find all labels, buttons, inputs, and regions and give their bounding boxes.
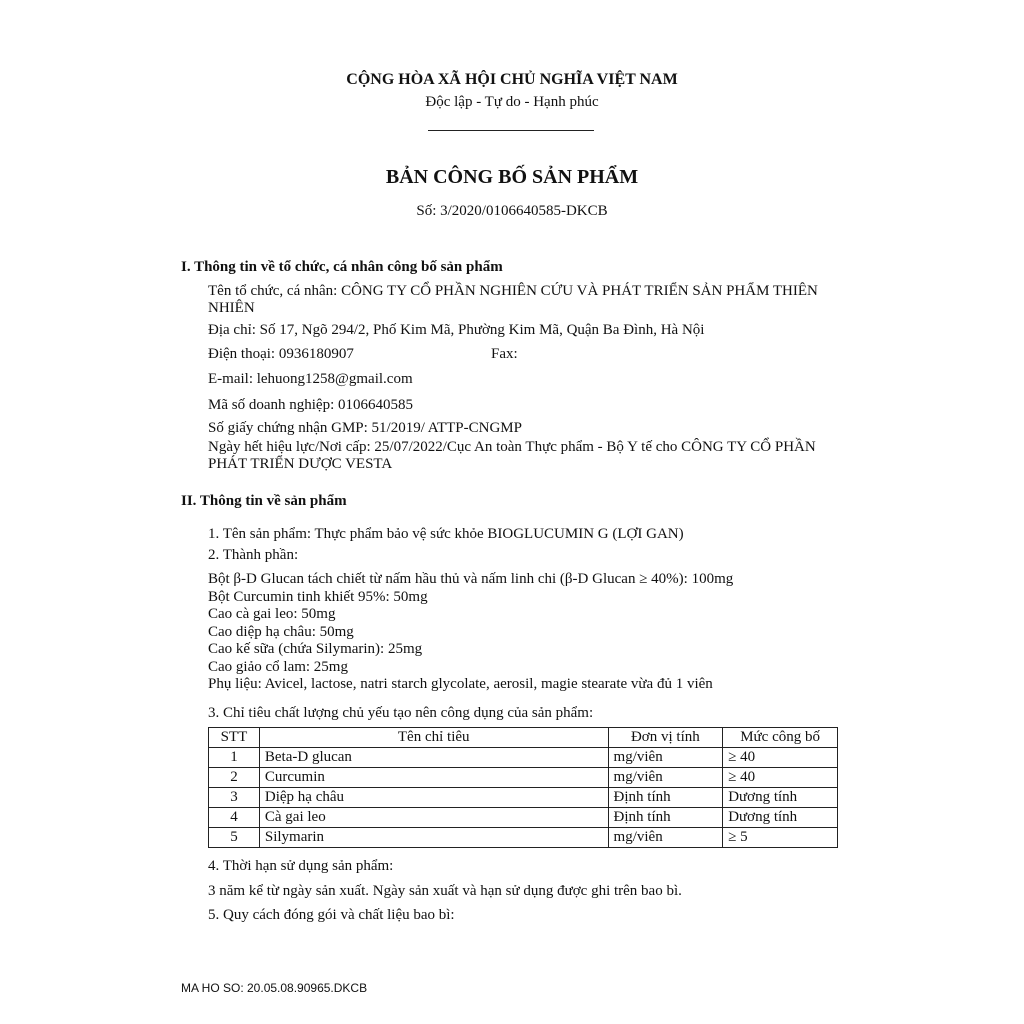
col-header-stt: STT	[209, 728, 260, 748]
ingredient-item: Cao cà gai leo: 50mg	[208, 606, 336, 622]
table-row	[209, 748, 838, 768]
file-code: MA HO SO: 20.05.08.90965.DKCB	[181, 981, 368, 995]
fax: Fax:	[491, 346, 518, 362]
document-title: BẢN CÔNG BỐ SẢN PHẨM	[385, 166, 639, 188]
cell-name: Cà gai leo	[259, 808, 608, 828]
ingredients-list	[208, 571, 733, 694]
ingredient-item: Cao kế sữa (chứa Silymarin): 25mg	[208, 641, 423, 657]
quality-heading: 3. Chỉ tiêu chất lượng chủ yếu tạo nên công dụng của sản phẩm:	[208, 705, 594, 721]
table-row	[209, 828, 838, 848]
cell-value: ≥ 5	[723, 828, 838, 848]
packaging-heading: 5. Quy cách đóng gói và chất liệu bao bì:	[208, 907, 455, 923]
table-row	[209, 808, 838, 828]
cell-stt: 2	[209, 768, 260, 788]
table-header-row	[209, 728, 838, 748]
cell-name: Beta-D glucan	[259, 748, 608, 768]
address: Địa chỉ: Số 17, Ngõ 294/2, Phố Kim Mã, Phường Kim Mã, Quận Ba Đình, Hà Nội	[208, 322, 705, 338]
quality-table	[208, 727, 838, 848]
phone: Điện thoại: 0936180907	[208, 346, 354, 362]
col-header-unit: Đơn vị tính	[608, 728, 723, 748]
cell-stt: 4	[209, 808, 260, 828]
cell-name: Silymarin	[259, 828, 608, 848]
cell-name: Diệp hạ châu	[259, 788, 608, 808]
ingredient-item: Phụ liệu: Avicel, lactose, natri starch glycolate, aerosil, magie stearate vừa đủ 1 viên	[208, 676, 713, 692]
cell-value: ≥ 40	[723, 768, 838, 788]
email: E-mail: lehuong1258@gmail.com	[208, 371, 413, 387]
cell-stt: 5	[209, 828, 260, 848]
cell-value: Dương tính	[723, 788, 838, 808]
section1-heading: I. Thông tin về tổ chức, cá nhân công bố sản phẩm	[181, 259, 503, 275]
org-name	[208, 283, 848, 317]
document-number: Số: 3/2020/0106640585-DKCB	[416, 203, 608, 219]
motto: Độc lập - Tự do - Hạnh phúc	[425, 94, 599, 110]
ingredient-item: Cao diệp hạ châu: 50mg	[208, 623, 354, 640]
cell-unit: mg/viên	[608, 768, 723, 788]
cell-unit: Định tính	[608, 808, 723, 828]
gmp-certificate: Số giấy chứng nhận GMP: 51/2019/ ATTP-CNGMP	[208, 420, 522, 436]
cell-unit: mg/viên	[608, 748, 723, 768]
cell-stt: 1	[209, 748, 260, 768]
ingredient-item: Bột β-D Glucan tách chiết từ nấm hầu thủ và nấm linh chi (β-D Glucan ≥ 40%): 100mg	[208, 571, 734, 587]
cell-stt: 3	[209, 788, 260, 808]
col-header-value: Mức công bố	[723, 728, 838, 748]
republic-header: CỘNG HÒA XÃ HỘI CHỦ NGHĨA VIỆT NAM	[346, 71, 678, 88]
business-code: Mã số doanh nghiệp: 0106640585	[208, 397, 413, 413]
expiry-info: Ngày hết hiệu lực/Nơi cấp: 25/07/2022/Cục An toàn Thực phẩm - Bộ Y tế cho CÔNG TY CỔ PHẦN PHÁT TRIỂN DƯỢC VESTA	[208, 439, 816, 472]
shelf-life-text: 3 năm kể từ ngày sản xuất. Ngày sản xuất và hạn sử dụng được ghi trên bao bì.	[208, 883, 682, 899]
col-header-name: Tên chỉ tiêu	[259, 728, 608, 748]
table-row	[209, 788, 838, 808]
cell-value: Dương tính	[723, 808, 838, 828]
header-divider	[428, 130, 594, 131]
table-row	[209, 768, 838, 788]
cell-unit: mg/viên	[608, 828, 723, 848]
product-name: 1. Tên sản phẩm: Thực phẩm bảo vệ sức khỏe BIOGLUCUMIN G (LỢI GAN)	[208, 526, 684, 542]
section2-heading: II. Thông tin về sản phẩm	[181, 493, 347, 509]
shelf-life-heading: 4. Thời hạn sử dụng sản phẩm:	[208, 858, 394, 874]
cell-value: ≥ 40	[723, 748, 838, 768]
org-name-text: Tên tổ chức, cá nhân: CÔNG TY CỔ PHẦN NGHIÊN CỨU VÀ PHÁT TRIỂN SẢN PHẨM THIÊN NHIÊN	[208, 283, 818, 316]
ingredient-item: Cao giảo cổ lam: 25mg	[208, 658, 348, 675]
ingredient-item: Bột Curcumin tinh khiết 95%: 50mg	[208, 588, 428, 605]
cell-unit: Định tính	[608, 788, 723, 808]
cell-name: Curcumin	[259, 768, 608, 788]
ingredients-heading: 2. Thành phần:	[208, 547, 299, 563]
